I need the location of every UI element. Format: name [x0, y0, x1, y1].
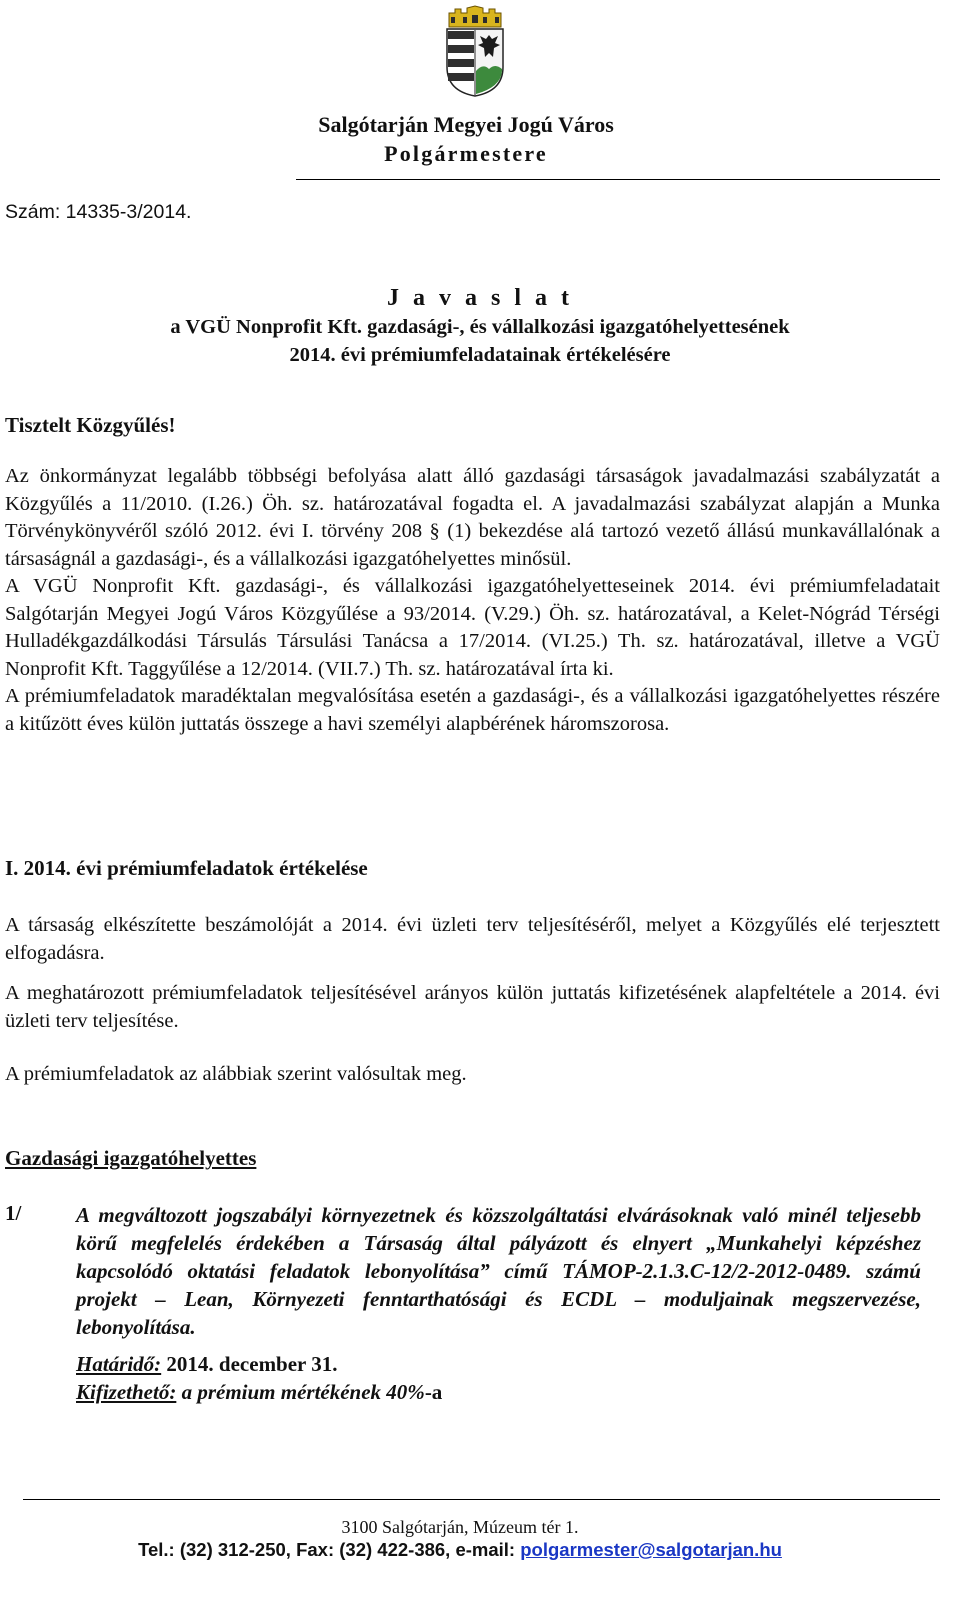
section-paragraph-1: A társaság elkészítette beszámolóját a 2014. évi üzleti terv teljesítéséről, melyet a Közgyűlés elé terjesztett elfogadásra. — [5, 914, 940, 964]
item-text: A megváltozott jogszabályi környezetnek és közszolgáltatási elvárásoknak való minél teljesebb körű megfelelés érdekében a Társaság által pályázott és elnyert „Munkahelyi képzéshez kapcsolódó oktatási feladatok lebonyolítása” című TÁMOP-2.1.3.C-12/2-2012-0489. számú projekt – Lean, Környezeti fenntarthatósági és ECDL – moduljainak megszervezése, lebonyolítása. — [76, 1203, 921, 1339]
intro-section — [5, 463, 940, 738]
document-title: J a v a s l a t — [387, 285, 573, 311]
payable-suffix: -a — [424, 1380, 443, 1404]
document-subtitle-line-1: a VGÜ Nonprofit Kft. gazdasági-, és vállalkozási igazgatóhelyettesének — [170, 316, 790, 338]
city-coat-of-arms-logo — [443, 5, 507, 97]
deadline-line — [76, 1352, 338, 1377]
organization-subtitle: Polgármestere — [384, 141, 548, 166]
payable-line — [76, 1380, 442, 1405]
section-heading: I. 2014. évi prémiumfeladatok értékelése — [5, 856, 368, 880]
reference-number: Szám: 14335-3/2014. — [5, 201, 192, 223]
footer-contact-text: Tel.: (32) 312-250, Fax: (32) 422-386, e-mail: — [138, 1539, 521, 1560]
header-divider — [296, 179, 940, 180]
payable-value: a prémium mértékének 40% — [176, 1380, 425, 1404]
intro-paragraph-3: A prémiumfeladatok maradéktalan megvalósítása esetén a gazdasági-, és a vállalkozási igazgatóhelyettes részére a kitűzött éves külön juttatás összege a havi személyi alapbérének háromszorosa. — [5, 685, 940, 735]
footer-address: 3100 Salgótarján, Múzeum tér 1. — [341, 1517, 579, 1537]
email-link[interactable]: polgarmester@salgotarjan.hu — [520, 1539, 782, 1560]
section-paragraph-3: A prémiumfeladatok az alábbiak szerint valósultak meg. — [5, 1063, 467, 1085]
footer-contact — [0, 1539, 920, 1561]
document-subtitle-line-2: 2014. évi prémiumfeladatainak értékelésére — [289, 344, 671, 366]
payable-label: Kifizethető: — [76, 1380, 177, 1404]
item-number: 1/ — [5, 1201, 22, 1225]
footer-divider — [23, 1499, 940, 1500]
organization-name: Salgótarján Megyei Jogú Város — [318, 112, 614, 137]
section-paragraph-2: A meghatározott prémiumfeladatok teljesítésével arányos külön juttatás kifizetésének alapfeltétele a 2014. évi üzleti terv teljesítése. — [5, 982, 940, 1032]
greeting: Tisztelt Közgyűlés! — [5, 413, 176, 437]
intro-paragraph-2: A VGÜ Nonprofit Kft. gazdasági-, és vállalkozási igazgatóhelyetteseinek 2014. évi prémiumfeladatait Salgótarján Megyei Jogú Város Közgyűlése a 93/2014. (V.29.) Öh. sz. határozatával, a Kelet-Nógrád Térségi Hulladékgazdálkodási Társulás Társulási Tanácsa a 17/2014. (VI.25.) Th. sz. határozatával, illetve a VGÜ Nonprofit Kft. Taggyűlése a 12/2014. (VII.7.) Th. sz. határozatával írta ki. — [5, 575, 940, 680]
deadline-label: Határidő: — [76, 1352, 162, 1376]
deputy-heading: Gazdasági igazgatóhelyettes — [5, 1146, 257, 1170]
deadline-value: 2014. december 31. — [161, 1352, 338, 1376]
intro-paragraph-1: Az önkormányzat legalább többségi befolyása alatt álló gazdasági társaságok javadalmazási szabályzatát a Közgyűlés a 11/2010. (I.26.) Öh. sz. határozatával fogadta el. A javadalmazási szabályzat alapján a Munka Törvénykönyvéről szóló 2012. évi I. törvény 208 § (1) bekezdése alá tartozó vezető állású munkavállalónak a társaságnál a gazdasági-, és a vállalkozási igazgatóhelyettes minősül. — [5, 465, 940, 570]
